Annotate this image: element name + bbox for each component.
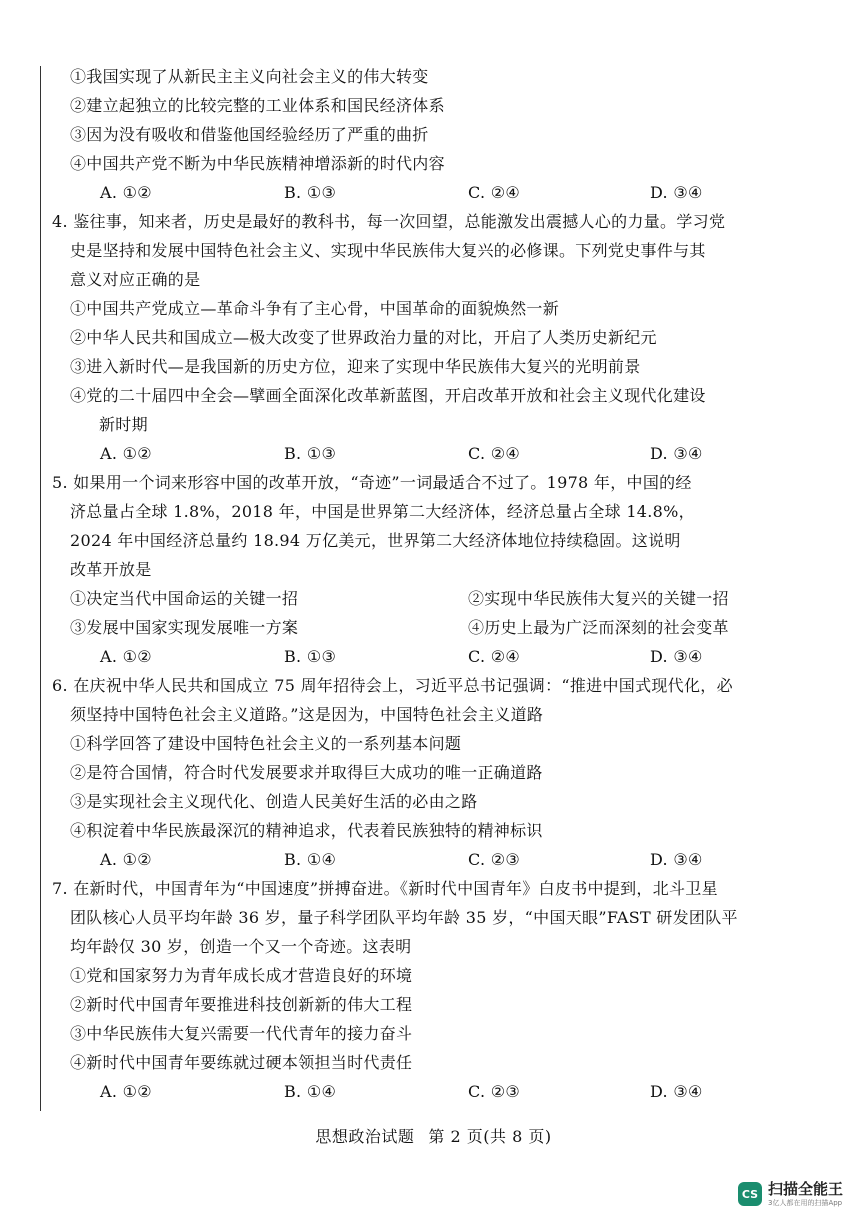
q7-stem-3: 均年龄仅 30 岁，创造一个又一个奇迹。这表明 (70, 937, 412, 956)
q4-option-b: B. ①③ (284, 444, 337, 463)
q7-option-d: D. ③④ (650, 1082, 703, 1101)
q5-items-row-1 (70, 584, 790, 613)
q4-stem-1: 4. 鉴往事，知来者，历史是最好的教科书，每一次回望，总能激发出震撼人心的力量。学习党 (52, 212, 726, 231)
q7-item-2: ②新时代中国青年要推进科技创新新的伟大工程 (70, 995, 413, 1014)
q6-option-b: B. ①④ (284, 850, 337, 869)
q6-option-c: C. ②③ (468, 850, 521, 869)
q6-stem-1: 6. 在庆祝中华人民共和国成立 75 周年招待会上，习近平总书记强调：“推进中国式现代化，必 (52, 676, 733, 695)
q3-option-b: B. ①③ (284, 183, 337, 202)
q4-options (70, 439, 790, 468)
q7-item-1: ①党和国家努力为青年成长成才营造良好的环境 (70, 966, 413, 985)
q5-item-1: ①决定当代中国命运的关键一招 (70, 589, 299, 608)
q3-item-2: ②建立起独立的比较完整的工业体系和国民经济体系 (70, 96, 445, 115)
question-5 (52, 468, 790, 671)
q5-options (70, 642, 790, 671)
q6-item-1: ①科学回答了建设中国特色社会主义的一系列基本问题 (70, 734, 462, 753)
q6-item-3: ③是实现社会主义现代化、创造人民美好生活的必由之路 (70, 792, 478, 811)
q6-option-d: D. ③④ (650, 850, 703, 869)
q5-stem-4: 改革开放是 (70, 560, 152, 579)
question-3 (70, 62, 790, 207)
q4-item-4: ④党的二十届四中全会—擘画全面深化改革新蓝图，开启改革开放和社会主义现代化建设 (70, 386, 706, 405)
footer-title: 思想政治试题 (315, 1127, 415, 1146)
scanner-watermark (738, 1180, 843, 1208)
q7-option-b: B. ①④ (284, 1082, 337, 1101)
q5-stem-2: 济总量占全球 1.8%，2018 年，中国是世界第二大经济体，经济总量占全球 14.8%， (70, 502, 695, 521)
q4-option-d: D. ③④ (650, 444, 703, 463)
page-content (52, 62, 790, 1106)
camscanner-logo-icon: CS (738, 1182, 762, 1206)
q3-option-d: D. ③④ (650, 183, 703, 202)
watermark-app-name: 扫描全能王 (767, 1180, 843, 1198)
q5-stem-1: 5. 如果用一个词来形容中国的改革开放，“奇迹”一词最适合不过了。1978 年，中国的经 (52, 473, 692, 492)
question-6 (52, 671, 790, 874)
q3-item-1: ①我国实现了从新民主主义向社会主义的伟大转变 (70, 67, 429, 86)
q4-item-1: ①中国共产党成立—革命斗争有了主心骨，中国革命的面貌焕然一新 (70, 299, 560, 318)
q7-stem-2: 团队核心人员平均年龄 36 岁，量子科学团队平均年龄 35 岁，“中国天眼”FAST 研发团队平 (70, 908, 738, 927)
q3-option-c: C. ②④ (468, 183, 521, 202)
q5-option-c: C. ②④ (468, 647, 521, 666)
q5-option-a: A. ①② (100, 647, 152, 666)
footer-page-number: 第 2 页(共 8 页) (428, 1127, 552, 1146)
q5-item-3: ③发展中国家实现发展唯一方案 (70, 618, 299, 637)
q4-item-4-continued: 新时期 (99, 415, 148, 434)
q3-item-4: ④中国共产党不断为中华民族精神增添新的时代内容 (70, 154, 445, 173)
q5-option-d: D. ③④ (650, 647, 703, 666)
q4-item-2: ②中华人民共和国成立—极大改变了世界政治力量的对比，开启了人类历史新纪元 (70, 328, 657, 347)
question-7 (52, 874, 790, 1106)
q6-options (70, 845, 790, 874)
q6-item-4: ④积淀着中华民族最深沉的精神追求，代表着民族独特的精神标识 (70, 821, 543, 840)
q3-item-3: ③因为没有吸收和借鉴他国经验经历了严重的曲折 (70, 125, 429, 144)
q5-items-row-2 (70, 613, 790, 642)
q4-item-3: ③进入新时代—是我国新的历史方位，迎来了实现中华民族伟大复兴的光明前景 (70, 357, 641, 376)
margin-line (40, 66, 41, 1111)
q5-item-2: ②实现中华民族伟大复兴的关键一招 (468, 589, 729, 608)
page-footer (0, 1126, 867, 1148)
q7-item-4: ④新时代中国青年要练就过硬本领担当时代责任 (70, 1053, 413, 1072)
q5-stem-3: 2024 年中国经济总量约 18.94 万亿美元，世界第二大经济体地位持续稳固。这说明 (70, 531, 681, 550)
q6-option-a: A. ①② (100, 850, 152, 869)
watermark-tagline: 3亿人都在用的扫描App (767, 1199, 843, 1207)
q4-option-c: C. ②④ (468, 444, 521, 463)
q4-option-a: A. ①② (100, 444, 152, 463)
q7-option-c: C. ②③ (468, 1082, 521, 1101)
q5-item-4: ④历史上最为广泛而深刻的社会变革 (468, 618, 729, 637)
q7-stem-1: 7. 在新时代，中国青年为“中国速度”拼搏奋进。《新时代中国青年》白皮书中提到，北斗卫星 (52, 879, 718, 898)
q7-option-a: A. ①② (100, 1082, 152, 1101)
q3-option-a: A. ①② (100, 183, 152, 202)
q4-stem-3: 意义对应正确的是 (70, 270, 201, 289)
q6-item-2: ②是符合国情，符合时代发展要求并取得巨大成功的唯一正确道路 (70, 763, 543, 782)
q7-options (70, 1077, 790, 1106)
question-4 (52, 207, 790, 468)
q3-options (70, 178, 790, 207)
q4-stem-2: 史是坚持和发展中国特色社会主义、实现中华民族伟大复兴的必修课。下列党史事件与其 (70, 241, 706, 260)
q7-item-3: ③中华民族伟大复兴需要一代代青年的接力奋斗 (70, 1024, 413, 1043)
q5-option-b: B. ①③ (284, 647, 337, 666)
q6-stem-2: 须坚持中国特色社会主义道路。”这是因为，中国特色社会主义道路 (70, 705, 544, 724)
